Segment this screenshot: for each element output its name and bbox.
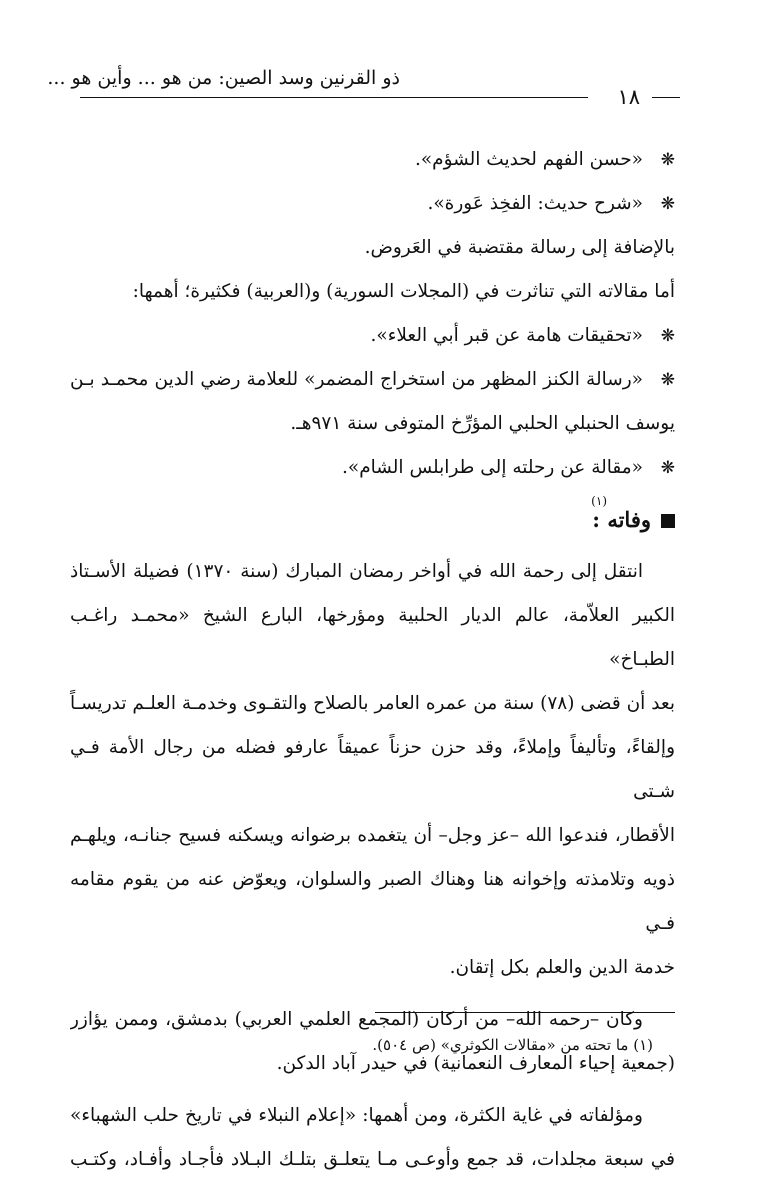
footnote-reference: (١) (591, 494, 607, 508)
asterisk-icon: ❋ (660, 458, 675, 478)
header-rule-short (652, 97, 680, 98)
footnote: (١) ما تحته من «مقالات الكوثري» (ص ٥٠٤). (372, 1036, 653, 1054)
bullet-item (70, 446, 675, 490)
paragraph-death (70, 550, 675, 990)
asterisk-icon: ❋ (660, 194, 675, 214)
paragraph-line: وكان –رحمه الله– من أركان (المجمع العلمي العربي) بدمشق، وممن يؤازر (70, 1009, 643, 1030)
paragraph-arud: بالإضافة إلى رسالة مقتضبة في العَروض. (364, 237, 675, 258)
bullet-item (70, 358, 675, 402)
bullet-item (70, 314, 675, 358)
paragraph-line: وإلقاءً، وتأليفاً وإملاءً، وقد حزن حزناً عميقاً عارفو فضله من رجال الأمة فـي شـتى (70, 737, 675, 802)
section-heading (70, 494, 675, 550)
running-header (47, 64, 680, 109)
bullet-text: «رسالة الكنز المظهر من استخراج المضمر» للعلامة رضي الدين محمـد بـن (70, 369, 643, 390)
asterisk-icon: ❋ (660, 326, 675, 346)
paragraph-line: انتقل إلى رحمة الله في أواخر رمضان المبارك (سنة ١٣٧٠) فضيلة الأسـتاذ (70, 561, 643, 582)
square-bullet-icon (661, 514, 675, 528)
section-heading-colon: : (592, 507, 600, 532)
bullet-item (70, 138, 675, 182)
bullet-text: «شرح حديث: الفخِذ عَورة». (427, 193, 643, 214)
running-header-title: ذو القرنين وسد الصين: من هو ... وأين هو ... (47, 67, 400, 89)
footnote-separator (375, 1012, 675, 1013)
paragraph-line: ومؤلفاته في غاية الكثرة، ومن أهمها: «إعلام النبلاء في تاريخ حلب الشهباء» (70, 1105, 643, 1126)
paragraph-line: في سبعة مجلدات، قد جمع وأوعـى مـا يتعلـق بتلـك البـلاد فأجـاد وأفـاد، وكتـب (70, 1149, 675, 1170)
paragraph-articles: أما مقالاته التي تناثرت في (المجلات السورية) و(العربية) فكثيرة؛ أهمها: (132, 281, 675, 302)
paragraph-line: (جمعية إحياء المعارف النعمانية) في حيدر آباد الدكن. (276, 1053, 675, 1074)
paragraph-line: خدمة الدين والعلم بكل إتقان. (449, 957, 675, 978)
asterisk-icon: ❋ (660, 150, 675, 170)
asterisk-icon: ❋ (660, 370, 675, 390)
bullet-item (70, 182, 675, 226)
header-rule (80, 97, 588, 98)
page-number: ١٨ (617, 85, 640, 109)
paragraph-works (70, 1094, 675, 1182)
bullet-continuation: يوسف الحنبلي الحلبي المؤرِّخ المتوفى سنة ٩٧١هـ. (290, 413, 675, 434)
body-text (70, 138, 675, 1182)
paragraph-line: الأقطار، فندعوا الله –عز وجل– أن يتغمده برضوانه ويسكنه فسيح جنانـه، ويلهـم (70, 825, 675, 846)
paragraph-line: الكبير العلاّمة، عالم الديار الحلبية ومؤرخها، البارع الشيخ «محمـد راغـب الطبـاخ» (70, 605, 675, 670)
bullet-text: «حسن الفهم لحديث الشؤم». (414, 149, 643, 170)
bullet-text: «تحقيقات هامة عن قبر أبي العلاء». (370, 325, 643, 346)
bullet-text: «مقالة عن رحلته إلى طرابلس الشام». (342, 457, 643, 478)
paragraph-line: ذويه وتلامذته وإخوانه هنا وهناك الصبر والسلوان، ويعوّض عنه من يقوم مقامه فـي (70, 869, 675, 934)
paragraph-line: بعد أن قضى (٧٨) سنة من عمره العامر بالصلاح والتقـوى وخدمـة العلـم تدريسـاً (70, 693, 675, 714)
section-heading-label: وفاته (607, 507, 651, 532)
